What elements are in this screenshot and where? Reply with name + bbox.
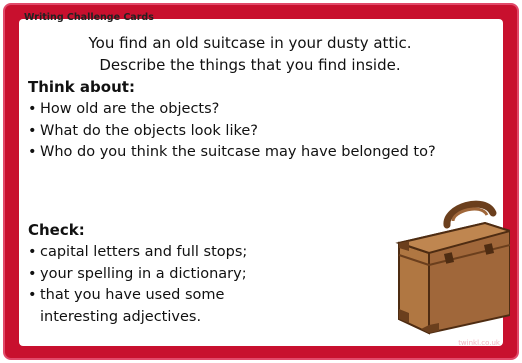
card-header-title: Writing Challenge Cards xyxy=(24,12,154,23)
prompt-line-1: You find an old suitcase in your dusty attic. xyxy=(88,34,412,52)
list-item: • How old are the objects? xyxy=(28,99,436,121)
list-item: • What do the objects look like? xyxy=(28,121,436,143)
list-item: • capital letters and full stops; xyxy=(28,242,247,264)
prompt-line-2: Describe the things that you find inside. xyxy=(99,56,401,74)
bullet: • xyxy=(28,122,37,139)
bullet: • xyxy=(28,265,37,282)
bullet: • xyxy=(28,144,37,160)
think-about-list xyxy=(28,99,436,164)
suitcase-illustration xyxy=(385,195,510,335)
bullet: • xyxy=(28,244,37,260)
think-about-heading: Think about: xyxy=(28,78,135,96)
list-item: • Who do you think the suitcase may have belonged to? xyxy=(28,142,436,164)
check-heading: Check: xyxy=(28,221,85,239)
list-item-continuation: interesting adjectives. xyxy=(40,308,202,325)
watermark: twinkl.co.uk xyxy=(458,339,500,347)
list-item: • that you have used some xyxy=(28,285,247,307)
bullet: • xyxy=(28,287,37,303)
bullet: • xyxy=(28,101,37,117)
challenge-prompt xyxy=(20,32,480,76)
list-item: • your spelling in a dictionary; xyxy=(28,264,247,286)
check-list xyxy=(28,242,247,328)
